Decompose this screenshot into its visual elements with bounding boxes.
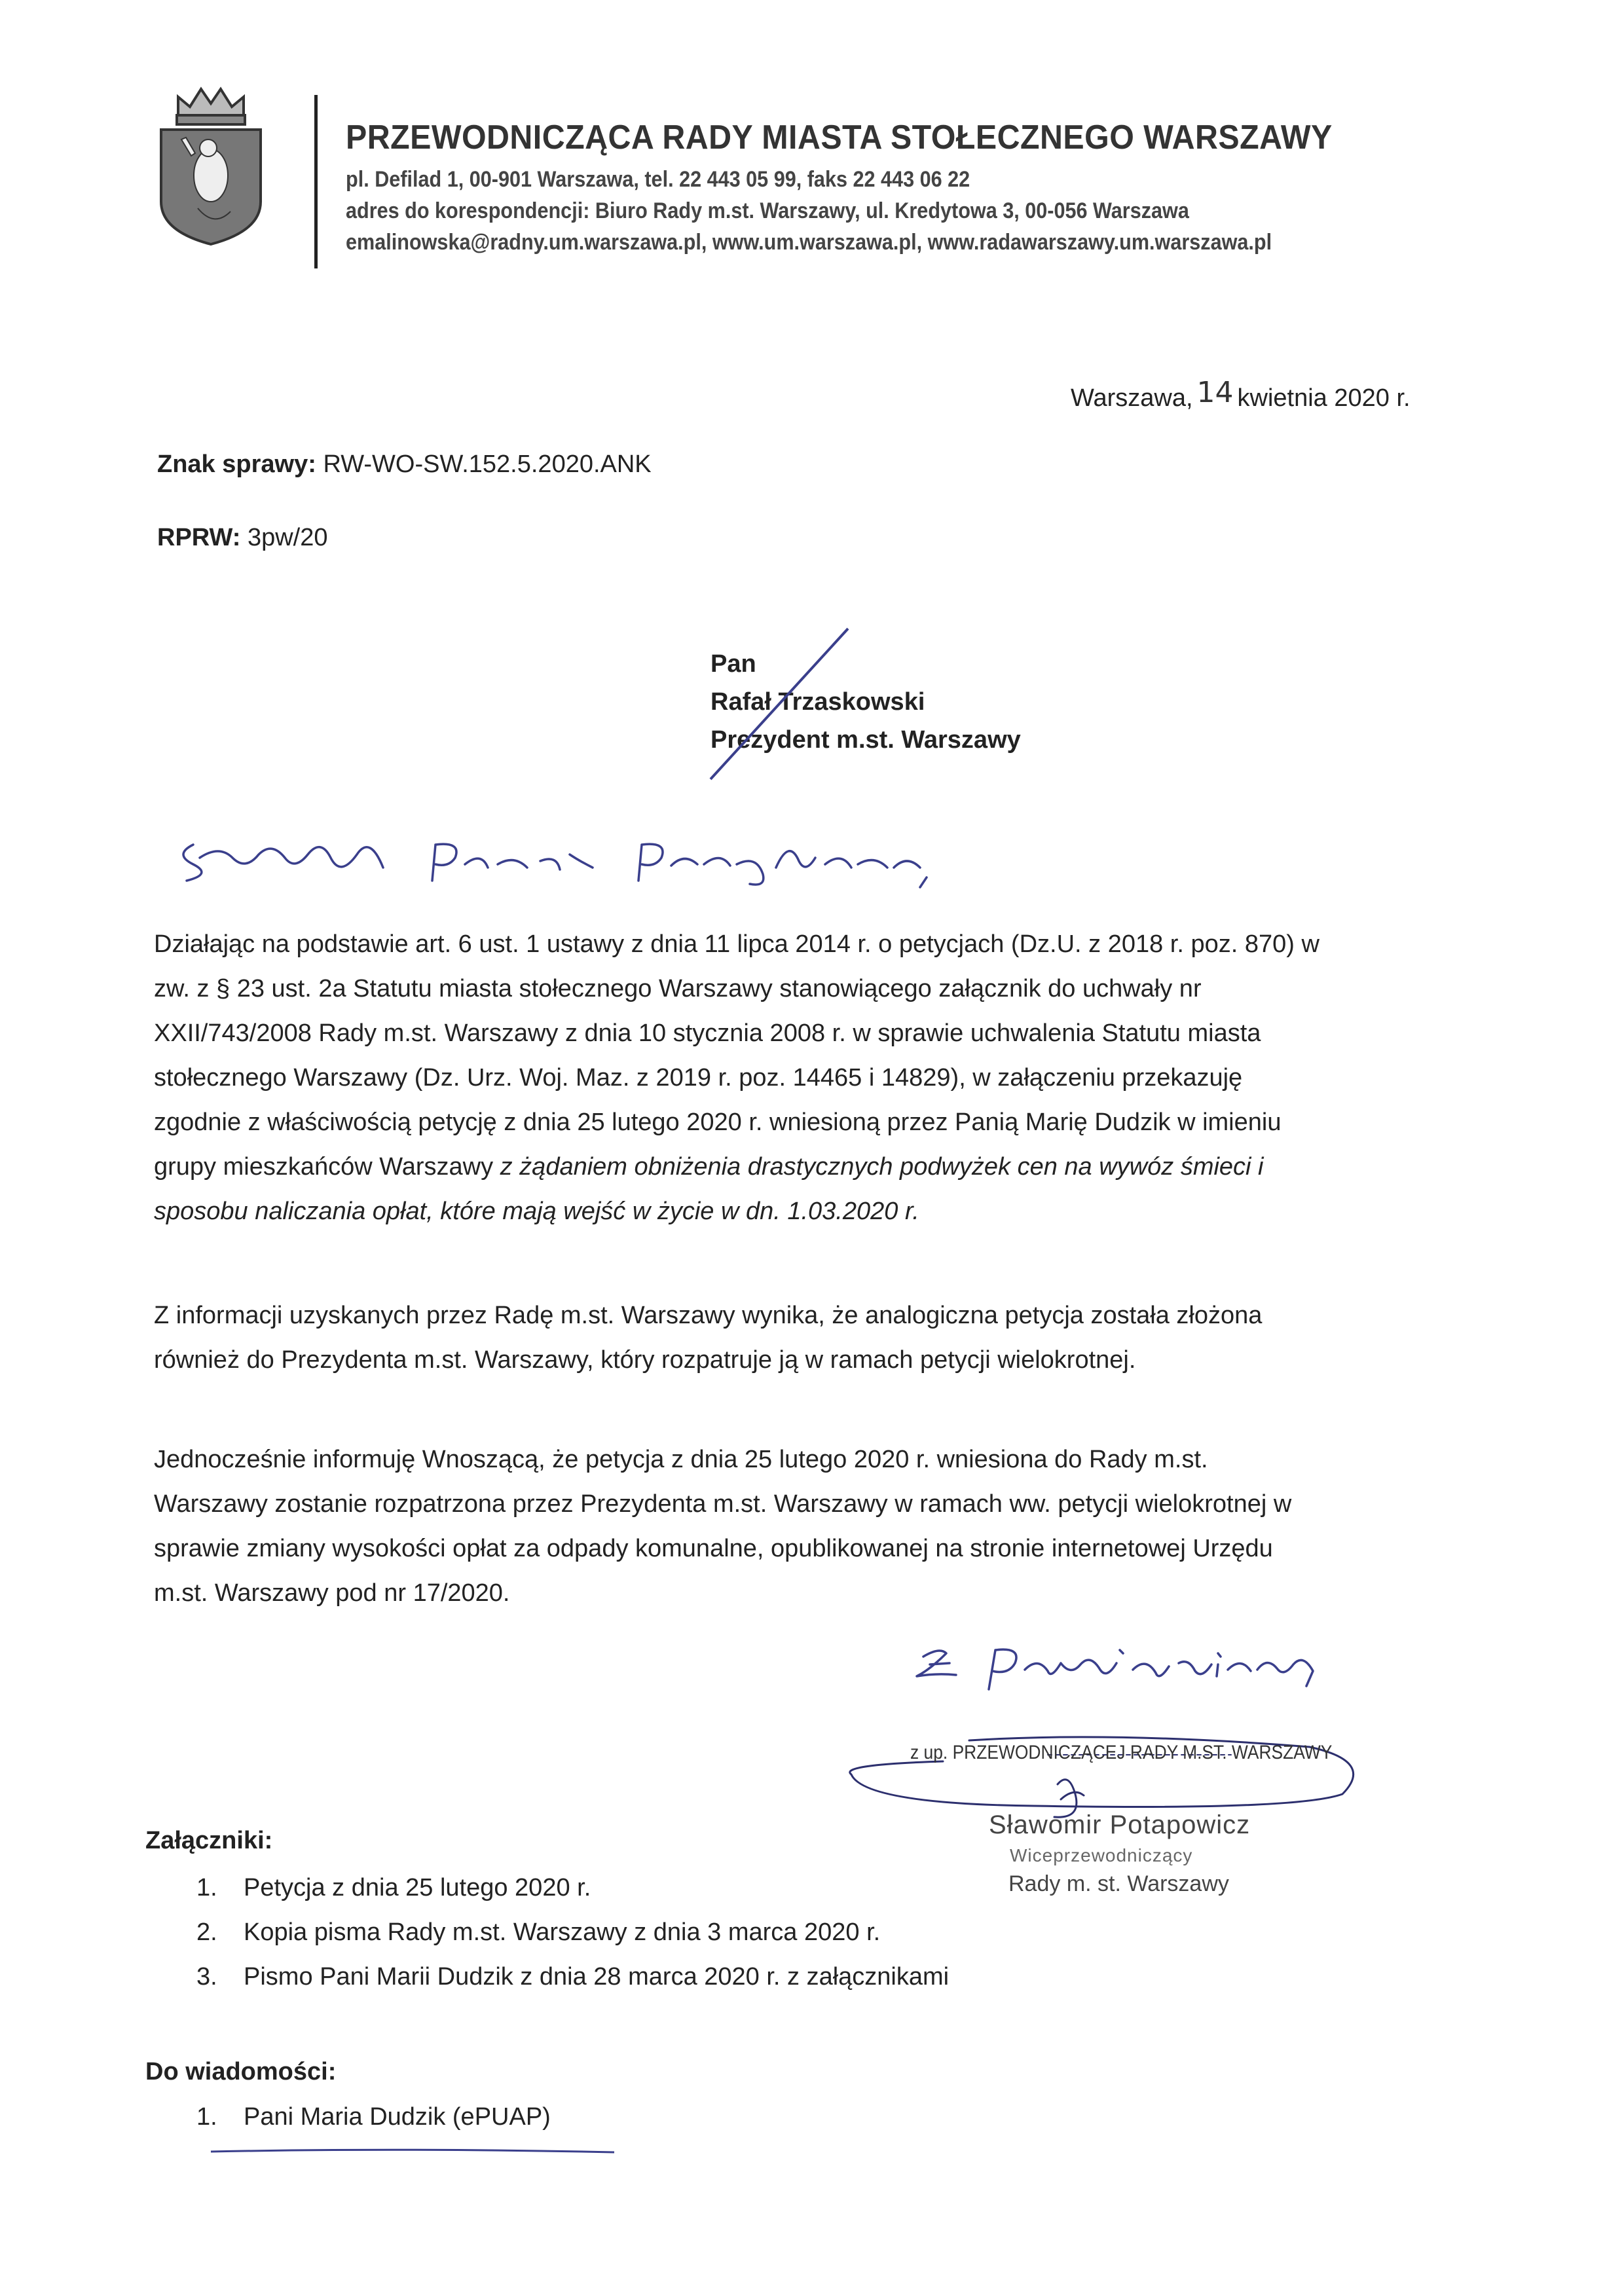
signature-authorization: z up. PRZEWODNICZĄCEJ RADY M.ST. WARSZAWY [910, 1742, 1333, 1763]
date-suffix: kwietnia 2020 r. [1237, 384, 1411, 412]
handwritten-closing [910, 1624, 1329, 1696]
attachments-title: Załączniki: [145, 1827, 273, 1854]
addressee-title: Prezydent m.st. Warszawy [710, 726, 1021, 754]
scan-artifact [89, 1258, 98, 1268]
warsaw-coat-of-arms-logo [152, 77, 270, 248]
case-reference-value: RW-WO-SW.152.5.2020.ANK [323, 450, 652, 478]
letterhead-address: pl. Defilad 1, 00-901 Warszawa, tel. 22 443 05 99, faks 22 443 06 22 [346, 167, 970, 192]
letterhead-title: PRZEWODNICZĄCA RADY MIASTA STOŁECZNEGO WARSZAWY [346, 119, 1333, 156]
body-line: zw. z § 23 ust. 2a Statutu miasta stołecznego Warszawy stanowiącego załącznik do uchwały nr [154, 975, 1202, 1002]
handwritten-underline [210, 2146, 616, 2156]
list-item-number: 1. [196, 1874, 217, 1901]
case-reference-label: Znak sprawy: [157, 450, 316, 478]
date-day-handwritten: 14 [1196, 376, 1234, 409]
list-item-text: Petycja z dnia 25 lutego 2020 r. [244, 1874, 591, 1901]
list-item-number: 2. [196, 1919, 217, 1946]
addressee-name: Rafał Trzaskowski [710, 688, 925, 716]
letterhead-correspondence: adres do korespondencji: Biuro Rady m.st. Warszawy, ul. Kredytowa 3, 00-056 Warszawa [346, 198, 1189, 223]
date-prefix: Warszawa, [1071, 384, 1193, 412]
body-line: Warszawy zostanie rozpatrzona przez Prezydenta m.st. Warszawy w ramach ww. petycji wielokrotnej w [154, 1490, 1292, 1518]
list-item-number: 3. [196, 1963, 217, 1991]
list-item [196, 1963, 949, 2008]
case-reference [157, 450, 652, 479]
body-line [154, 1145, 1464, 1189]
cc-title: Do wiadomości: [145, 2058, 337, 2085]
body-line: stołecznego Warszawy (Dz. Urz. Woj. Maz. z 2019 r. poz. 14465 i 14829), w załączeniu przekazuję [154, 1064, 1243, 1092]
letterhead-divider [314, 95, 318, 268]
cc-list [196, 2103, 551, 2148]
body-paragraph-3 [154, 1437, 1464, 1615]
list-item [196, 1874, 949, 1919]
body-line: XXII/743/2008 Rady m.st. Warszawy z dnia 10 stycznia 2008 r. w sprawie uchwalenia Statutu miasta [154, 1019, 1261, 1047]
list-item-text: Kopia pisma Rady m.st. Warszawy z dnia 3 marca 2020 r. [244, 1919, 881, 1946]
rprw-reference [157, 524, 328, 552]
body-paragraph-2 [154, 1293, 1464, 1382]
body-line: Działając na podstawie art. 6 ust. 1 ustawy z dnia 11 lipca 2014 r. o petycjach (Dz.U. z 2018 r. poz. 870) w [154, 930, 1320, 958]
handwritten-slash-mark [701, 625, 871, 782]
body-line: zgodnie z właściwością petycję z dnia 25 lutego 2020 r. wniesioną przez Panią Marię Dudzik w imieniu [154, 1109, 1282, 1136]
letterhead-contacts: emalinowska@radny.um.warszawa.pl, www.um.warszawa.pl, www.radawarszawy.um.warszawa.pl [346, 230, 1272, 255]
list-item-text: Pismo Pani Marii Dudzik z dnia 28 marca 2020 r. z załącznikami [244, 1963, 950, 1991]
handwritten-salutation [174, 818, 959, 890]
attachments-list [196, 1874, 949, 2008]
list-item [196, 2103, 551, 2148]
petition-subject-italic: sposobu naliczania opłat, które mają wejść w życie w dn. 1.03.2020 r. [154, 1198, 919, 1225]
body-line: również do Prezydenta m.st. Warszawy, który rozpatruje ją w ramach petycji wielokrotnej. [154, 1346, 1136, 1374]
body-line: Z informacji uzyskanych przez Radę m.st. Warszawy wynika, że analogiczna petycja została złożona [154, 1302, 1263, 1329]
body-paragraph-1 [154, 922, 1464, 1234]
rprw-reference-value: 3pw/20 [247, 524, 328, 551]
body-line: sprawie zmiany wysokości opłat za odpady komunalne, opublikowanej na stronie internetowej Urzędu [154, 1535, 1273, 1562]
list-item-text: Pani Maria Dudzik (ePUAP) [244, 2103, 551, 2131]
petition-subject-italic: z żądaniem obniżenia drastycznych podwyżek cen na wywóz śmieci i [500, 1153, 1264, 1181]
body-line: Jednocześnie informuję Wnoszącą, że petycja z dnia 25 lutego 2020 r. wniesiona do Rady m.st. [154, 1446, 1208, 1473]
signatory-name: Sławomir Potapowicz [989, 1810, 1251, 1839]
letter-date [1071, 376, 1411, 413]
rprw-reference-label: RPRW: [157, 524, 241, 551]
list-item [196, 1919, 949, 1963]
body-line [154, 1189, 1464, 1234]
signatory-organization: Rady m. st. Warszawy [1008, 1871, 1229, 1896]
list-item-number: 1. [196, 2103, 217, 2131]
addressee-salutation: Pan [710, 650, 756, 678]
body-text: grupy mieszkańców Warszawy [154, 1153, 500, 1181]
signatory-function: Wiceprzewodniczący [1010, 1845, 1193, 1865]
body-line: m.st. Warszawy pod nr 17/2020. [154, 1579, 510, 1607]
